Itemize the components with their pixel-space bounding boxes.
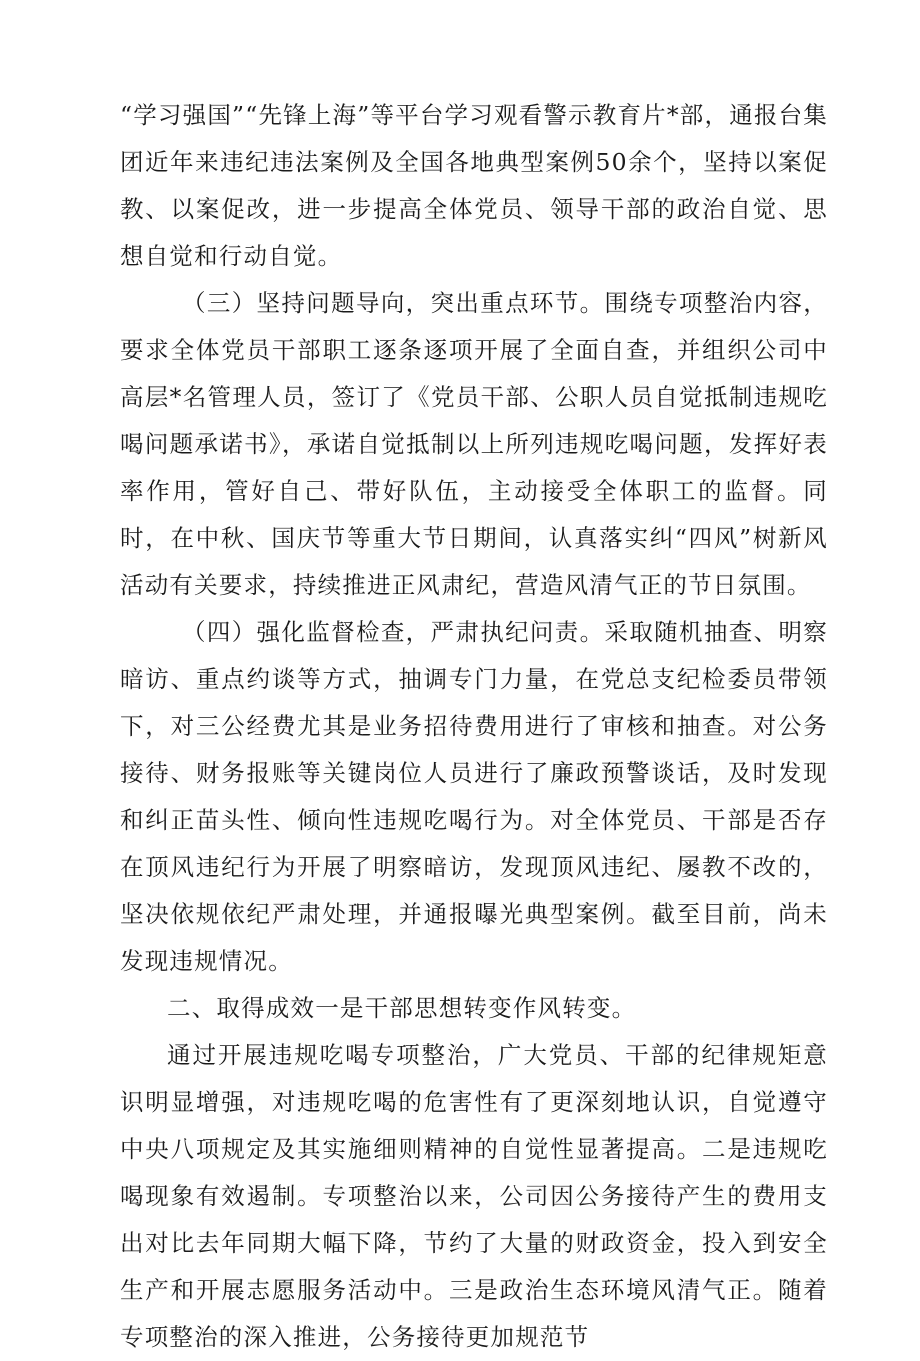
paragraph-warning-education: “学习强国”“先锋上海”等平台学习观看警示教育片*部，通报台集团近年来违纪违法案例及全国各地典型案例50余个，坚持以案促教、以案促改，进一步提高全体党员、领导干部的政治自觉、思想自觉和行动自觉。 — [120, 101, 829, 270]
paragraph-results-body: 通过开展违规吃喝专项整治，广大党员、干部的纪律规矩意识明显增强，对违规吃喝的危害性有了更深刻地认识，自觉遵守中央八项规定及其实施细则精神的自觉性显著提高。二是违规吃喝现象有效遏制。专项整治以来，公司因公务接待产生的费用支出对比去年同期大幅下降，节约了大量的财政资金，投入到安全生产和开展志愿服务活动中。三是政治生态环境风清气正。随着专项整治的深入推进，公务接待更加规范节 — [120, 1041, 828, 1351]
document-body — [120, 92, 828, 1361]
paragraph-section-three: （三）坚持问题导向，突出重点环节。围绕专项整治内容，要求全体党员干部职工逐条逐项开展了全面自查，并组织公司中高层*名管理人员，签订了《党员干部、公职人员自觉抵制违规吃喝问题承诺书》，承诺自觉抵制以上所列违规吃喝问题，发挥好表率作用，管好自己、带好队伍，主动接受全体职工的监督。同时，在中秋、国庆节等重大节日期间，认真落实纠“四风”树新风活动有关要求，持续推进正风肃纪，营造风清气正的节日氛围。 — [120, 289, 828, 599]
paragraph-results-heading: 二、取得成效一是干部思想转变作风转变。 — [167, 994, 637, 1022]
paragraph-section-four: （四）强化监督检查，严肃执纪问责。采取随机抽查、明察暗访、重点约谈等方式，抽调专门力量，在党总支纪检委员带领下，对三公经费尤其是业务招待费用进行了审核和抽查。对公务接待、财务报账等关键岗位人员进行了廉政预警谈话，及时发现和纠正苗头性、倾向性违规吃喝行为。对全体党员、干部是否存在顶风违纪行为开展了明察暗访，发现顶风违纪、屡教不改的，坚决依规依纪严肃处理，并通报曝光典型案例。截至目前，尚未发现违规情况。 — [120, 618, 828, 975]
